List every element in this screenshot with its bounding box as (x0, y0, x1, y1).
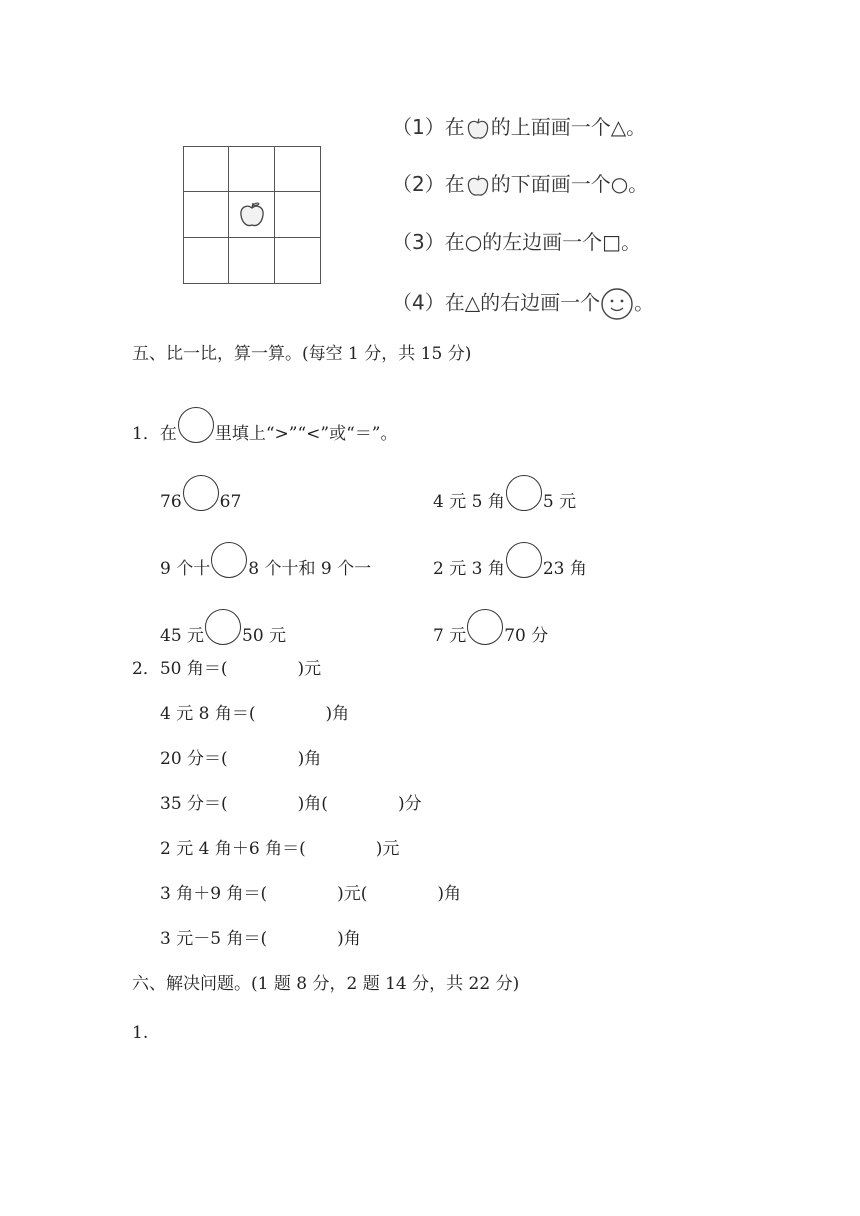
section5-heading: 五、比一比，算一算。(每空 1 分，共 15 分) (132, 344, 472, 364)
instruction-2 (392, 171, 648, 199)
item-number: （3） (392, 230, 445, 254)
question-number: 1． (132, 424, 160, 444)
fill-row (160, 838, 399, 860)
question-number: 2． (132, 659, 160, 679)
grid-cell (229, 238, 274, 283)
instruction-text: 在△的右边画一个 (444, 290, 601, 315)
section6-heading: 六、解决问题。(1 题 8 分，2 题 14 分，共 22 分) (132, 974, 520, 994)
compare-circle[interactable] (506, 475, 542, 511)
compare-right: 8 个十和 9 个一 (248, 559, 372, 579)
compare-circle[interactable] (211, 542, 247, 578)
q1-pre-text: 在 (159, 424, 177, 444)
fill-text: )元( (337, 884, 368, 904)
grid-cell (184, 192, 229, 237)
instruction-text: 在○的左边画一个□。 (444, 230, 642, 254)
compare-right: 70 分 (504, 626, 549, 646)
instruction-3 (392, 229, 641, 255)
grid-cell (275, 192, 320, 237)
compare-item (160, 544, 371, 580)
instruction-text: 在 (444, 115, 465, 139)
fill-row (160, 883, 461, 905)
compare-item (433, 544, 587, 580)
compare-right: 5 元 (542, 492, 577, 512)
compare-item (160, 477, 241, 513)
compare-circle[interactable] (183, 475, 219, 511)
instruction-4 (392, 287, 654, 321)
compare-item (433, 611, 548, 647)
compare-right: 67 (219, 492, 242, 512)
compare-right: 23 角 (542, 559, 587, 579)
q1-post-text: 里填上“>”“<”或“＝”。 (214, 424, 398, 444)
compare-left: 4 元 5 角 (433, 492, 505, 512)
compare-item (160, 611, 286, 647)
instruction-1 (392, 114, 646, 142)
grid-cell (275, 238, 320, 283)
fill-text: )角 (437, 884, 461, 904)
section6-q1-number: 1. (132, 1023, 149, 1043)
instruction-text: 。 (634, 290, 655, 315)
compare-left: 76 (160, 492, 182, 512)
instruction-text: 的下面画一个○。 (490, 172, 649, 196)
grid-cell-center (229, 192, 274, 237)
fill-row (160, 748, 321, 770)
compare-item (433, 477, 576, 513)
item-number: （1） (392, 115, 445, 139)
grid-cell (184, 147, 229, 192)
compare-left: 2 元 3 角 (433, 559, 505, 579)
fill-text: 3 角＋9 角＝( (160, 884, 268, 904)
fill-text: )元 (297, 659, 322, 679)
fill-text: )角( (297, 794, 328, 814)
fill-text: 2 元 4 角＋6 角＝( (160, 839, 306, 859)
compare-left: 45 元 (160, 626, 205, 646)
apple-icon (465, 173, 491, 199)
compare-circle[interactable] (205, 609, 241, 645)
fill-text: 35 分＝( (160, 794, 228, 814)
apple-icon (465, 116, 491, 142)
fill-text: 4 元 8 角＝( (160, 704, 256, 724)
instruction-text: 在 (444, 172, 465, 196)
instruction-text: 的上面画一个△。 (490, 115, 647, 139)
fill-row (160, 703, 349, 725)
fill-row (160, 928, 361, 950)
answer-circle[interactable] (178, 407, 214, 443)
fill-text: 20 分＝( (160, 749, 228, 769)
apple-icon (237, 200, 267, 230)
fill-text: )角 (325, 704, 350, 724)
compare-left: 9 个十 (160, 559, 211, 579)
q1-instruction (132, 409, 397, 445)
fill-text: 50 角＝( (159, 659, 228, 679)
item-number: （2） (392, 172, 445, 196)
compare-circle[interactable] (506, 542, 542, 578)
position-grid (183, 146, 321, 284)
q2-row (132, 658, 321, 680)
fill-text: )分 (397, 794, 422, 814)
item-number: （4） (392, 290, 445, 315)
grid-cell (229, 147, 274, 192)
fill-text: 3 元－5 角＝( (160, 929, 268, 949)
fill-text: )角 (297, 749, 322, 769)
compare-circle[interactable] (467, 609, 503, 645)
smiley-face-icon (600, 287, 634, 321)
grid-cell (184, 238, 229, 283)
fill-row (160, 793, 422, 815)
fill-text: )角 (337, 929, 361, 949)
compare-right: 50 元 (242, 626, 287, 646)
grid-cell (275, 147, 320, 192)
compare-left: 7 元 (433, 626, 467, 646)
fill-text: )元 (375, 839, 400, 859)
